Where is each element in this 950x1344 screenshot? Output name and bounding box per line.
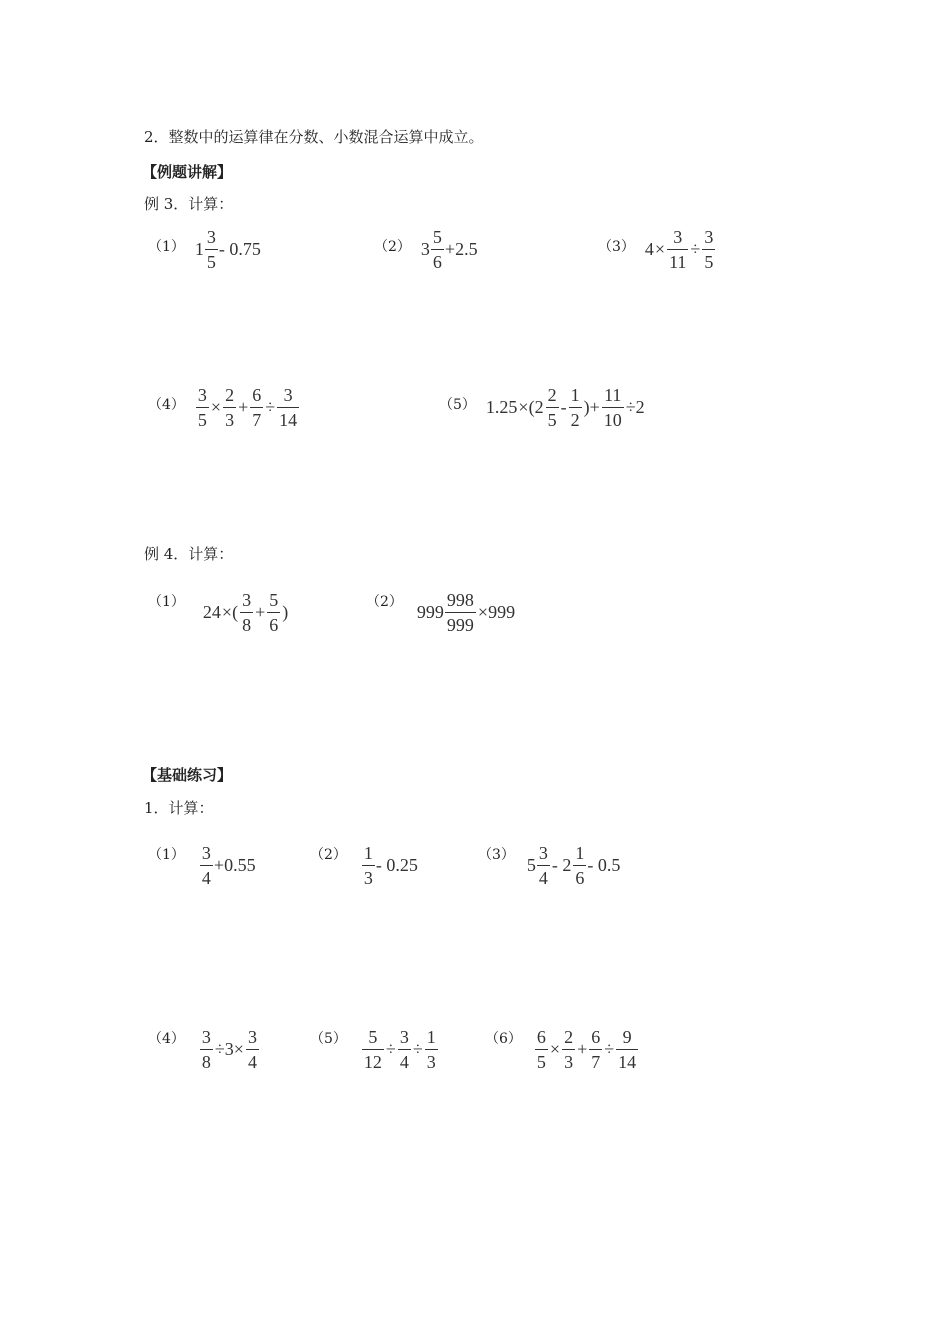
fraction: $\frac{3}{11}$	[669, 227, 687, 272]
fraction: $\frac{2}{5}$	[547, 385, 557, 430]
fraction: $\frac{9}{14}$	[618, 1027, 637, 1072]
fraction: $\frac{3}{4}$	[538, 843, 548, 888]
expression-rest: - 0.75	[218, 239, 261, 259]
plus-sign: +	[238, 397, 249, 417]
whole-number: 3	[420, 239, 430, 259]
number: 1.25	[485, 397, 518, 417]
basic-problem-3	[478, 844, 620, 887]
problem-label: （3）	[478, 846, 515, 863]
problem-label: （1）	[148, 238, 185, 255]
fraction: $\frac{5}{6}$	[269, 590, 279, 635]
divide-times: ÷3×	[214, 1039, 244, 1059]
fraction: $\frac{3}{5}$	[704, 227, 714, 272]
problem-label: （5）	[310, 1030, 347, 1047]
expression-rest: +2.5	[444, 239, 478, 259]
ex3-problem-3	[598, 228, 716, 271]
fraction: $\frac{3}{8}$	[201, 1027, 211, 1072]
whole-number: 5	[526, 855, 536, 875]
problem-label: （3）	[598, 238, 635, 255]
whole-number: 999	[416, 602, 444, 622]
divide-sign: ÷	[690, 239, 701, 259]
problem-label: （4）	[148, 396, 185, 413]
problem-label: （2）	[374, 238, 411, 255]
intro-line: 2．整数中的运算律在分数、小数混合运算中成立。	[144, 128, 484, 146]
expression-rest: - 0.25	[375, 855, 418, 875]
example-4-title: 例 4．计算：	[144, 545, 234, 563]
fraction: $\frac{6}{7}$	[252, 385, 262, 430]
expression-rest: - 0.5	[587, 855, 621, 875]
fraction: $\frac{3}{5}$	[206, 227, 216, 272]
fraction: $\frac{1}{6}$	[575, 843, 585, 888]
ex3-problem-1	[148, 228, 261, 271]
whole-number: 1	[194, 239, 204, 259]
ex4-problem-1	[148, 591, 289, 634]
close-paren: )	[282, 602, 289, 622]
fraction: $\frac{11}{10}$	[603, 385, 622, 430]
divide-sign: ÷	[412, 1039, 423, 1059]
fraction: $\frac{1}{3}$	[363, 843, 373, 888]
expression-rest: +0.55	[213, 855, 256, 875]
basic-problem-5	[310, 1028, 439, 1071]
problem-label: （1）	[148, 593, 185, 610]
problem-label: （2）	[310, 846, 347, 863]
ex4-problem-2	[366, 591, 516, 634]
ex3-problem-4	[148, 386, 300, 429]
fraction: $\frac{3}{8}$	[242, 590, 252, 635]
example-3-title: 例 3．计算：	[144, 195, 234, 213]
times-sign: ×	[210, 397, 222, 417]
problem-label: （6）	[485, 1030, 522, 1047]
plus-sign: +	[255, 602, 266, 622]
number: 4	[644, 239, 654, 259]
ex3-problem-5	[439, 386, 646, 429]
divide-sign: ÷	[604, 1039, 615, 1059]
fraction: $\frac{3}{14}$	[279, 385, 298, 430]
divide-sign: ÷	[385, 1039, 396, 1059]
times-sign: ×	[549, 1039, 561, 1059]
fraction: $\frac{998}{999}$	[446, 590, 474, 635]
times-tail: ×999	[477, 602, 516, 622]
fraction: $\frac{3}{5}$	[197, 385, 207, 430]
divide-tail: ÷2	[625, 397, 645, 417]
fraction: $\frac{2}{3}$	[225, 385, 235, 430]
fraction: $\frac{6}{7}$	[591, 1027, 601, 1072]
number: 24	[202, 602, 221, 622]
close-paren-plus: )+	[583, 397, 600, 417]
minus-whole: - 2	[551, 855, 572, 875]
problem-label: （2）	[366, 593, 403, 610]
ex3-problem-2	[374, 228, 478, 271]
divide-sign: ÷	[265, 397, 276, 417]
minus-sign: -	[560, 397, 567, 417]
fraction: $\frac{5}{6}$	[432, 227, 442, 272]
times-sign: ×	[654, 239, 666, 259]
times-open-paren: ×(2	[518, 397, 544, 417]
plus-sign: +	[577, 1039, 588, 1059]
fraction: $\frac{1}{3}$	[426, 1027, 436, 1072]
fraction: $\frac{2}{3}$	[564, 1027, 574, 1072]
fraction: $\frac{3}{4}$	[399, 1027, 409, 1072]
basic-title: 1．计算：	[144, 799, 214, 817]
fraction: $\frac{5}{12}$	[363, 1027, 382, 1072]
problem-label: （4）	[148, 1030, 185, 1047]
basic-problem-1	[148, 844, 256, 887]
basic-problem-6	[485, 1028, 639, 1071]
fraction: $\frac{6}{5}$	[536, 1027, 546, 1072]
section-heading-basic: 【基础练习】	[142, 766, 233, 784]
times-open-paren: ×(	[221, 602, 239, 622]
section-heading-examples: 【例题讲解】	[142, 163, 233, 181]
problem-label: （5）	[439, 396, 476, 413]
basic-problem-2	[310, 844, 418, 887]
fraction: $\frac{1}{2}$	[570, 385, 580, 430]
problem-label: （1）	[148, 846, 185, 863]
basic-problem-4	[148, 1028, 260, 1071]
fraction: $\frac{3}{4}$	[201, 843, 211, 888]
fraction: $\frac{3}{4}$	[247, 1027, 257, 1072]
